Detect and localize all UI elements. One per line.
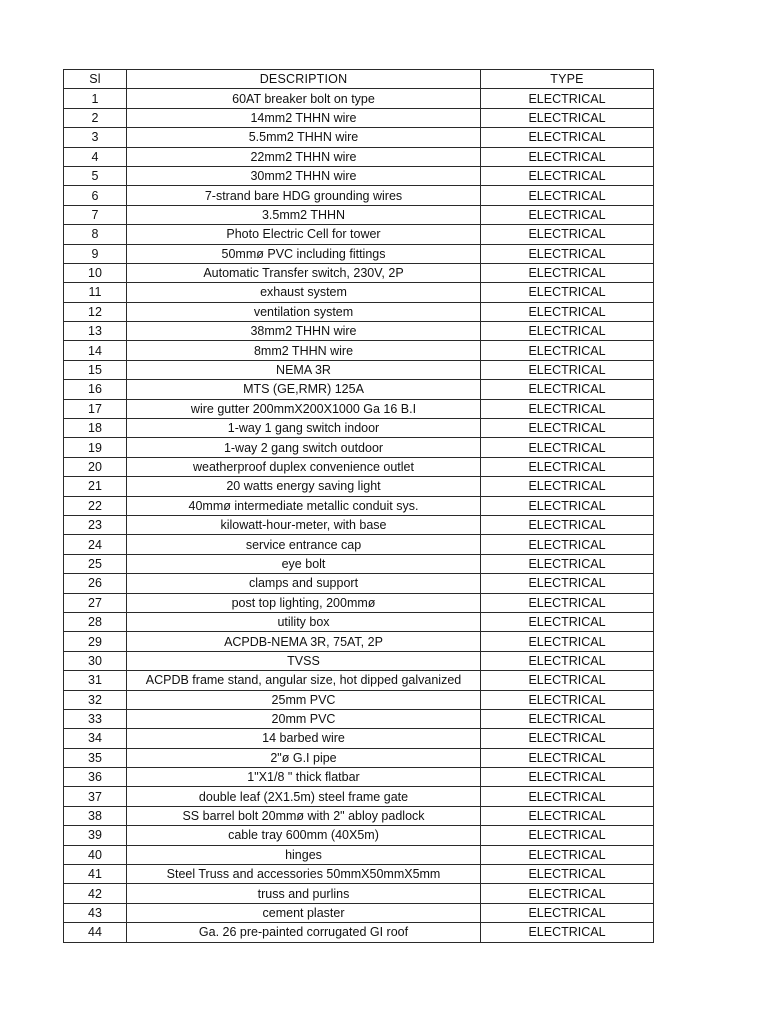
cell-sl: 4 <box>64 147 127 166</box>
cell-sl: 15 <box>64 360 127 379</box>
table-row <box>64 147 654 166</box>
cell-sl: 44 <box>64 923 127 942</box>
cell-description: 3.5mm2 THHN <box>127 205 481 224</box>
cell-description: ACPDB frame stand, angular size, hot dipped galvanized <box>127 671 481 690</box>
cell-sl: 8 <box>64 225 127 244</box>
cell-sl: 5 <box>64 166 127 185</box>
cell-sl: 39 <box>64 826 127 845</box>
cell-description: 50mmø PVC including fittings <box>127 244 481 263</box>
table-row <box>64 671 654 690</box>
cell-type: ELECTRICAL <box>481 108 654 127</box>
cell-sl: 9 <box>64 244 127 263</box>
cell-type: ELECTRICAL <box>481 884 654 903</box>
cell-type: ELECTRICAL <box>481 709 654 728</box>
cell-type: ELECTRICAL <box>481 496 654 515</box>
cell-type: ELECTRICAL <box>481 690 654 709</box>
table-header-row <box>64 70 654 89</box>
cell-sl: 34 <box>64 729 127 748</box>
cell-description: 8mm2 THHN wire <box>127 341 481 360</box>
table-row <box>64 419 654 438</box>
cell-description: MTS (GE,RMR) 125A <box>127 380 481 399</box>
cell-sl: 33 <box>64 709 127 728</box>
cell-sl: 42 <box>64 884 127 903</box>
cell-description: Photo Electric Cell for tower <box>127 225 481 244</box>
cell-description: TVSS <box>127 651 481 670</box>
cell-type: ELECTRICAL <box>481 554 654 573</box>
table-row <box>64 651 654 670</box>
table-row <box>64 865 654 884</box>
table-row <box>64 709 654 728</box>
cell-type: ELECTRICAL <box>481 845 654 864</box>
cell-description: Steel Truss and accessories 50mmX50mmX5mm <box>127 865 481 884</box>
cell-sl: 2 <box>64 108 127 127</box>
cell-sl: 18 <box>64 419 127 438</box>
table-row <box>64 612 654 631</box>
table-row <box>64 360 654 379</box>
table-row <box>64 729 654 748</box>
cell-sl: 21 <box>64 477 127 496</box>
cell-description: exhaust system <box>127 283 481 302</box>
cell-sl: 12 <box>64 302 127 321</box>
table-row <box>64 787 654 806</box>
cell-sl: 1 <box>64 89 127 108</box>
cell-type: ELECTRICAL <box>481 632 654 651</box>
cell-type: ELECTRICAL <box>481 263 654 282</box>
table-row <box>64 593 654 612</box>
cell-description: 22mm2 THHN wire <box>127 147 481 166</box>
cell-type: ELECTRICAL <box>481 477 654 496</box>
cell-description: kilowatt-hour-meter, with base <box>127 515 481 534</box>
cell-description: 2"ø G.I pipe <box>127 748 481 767</box>
table-row <box>64 166 654 185</box>
cell-description: truss and purlins <box>127 884 481 903</box>
cell-description: SS barrel bolt 20mmø with 2" abloy padlock <box>127 806 481 825</box>
cell-type: ELECTRICAL <box>481 128 654 147</box>
cell-type: ELECTRICAL <box>481 593 654 612</box>
cell-description: double leaf (2X1.5m) steel frame gate <box>127 787 481 806</box>
cell-type: ELECTRICAL <box>481 865 654 884</box>
cell-sl: 36 <box>64 768 127 787</box>
cell-sl: 14 <box>64 341 127 360</box>
cell-sl: 30 <box>64 651 127 670</box>
cell-description: ACPDB-NEMA 3R, 75AT, 2P <box>127 632 481 651</box>
header-type: TYPE <box>481 70 654 89</box>
cell-sl: 22 <box>64 496 127 515</box>
cell-type: ELECTRICAL <box>481 166 654 185</box>
table-row <box>64 438 654 457</box>
cell-description: 14 barbed wire <box>127 729 481 748</box>
cell-type: ELECTRICAL <box>481 225 654 244</box>
cell-type: ELECTRICAL <box>481 806 654 825</box>
table-row <box>64 399 654 418</box>
cell-type: ELECTRICAL <box>481 438 654 457</box>
cell-description: 1"X1/8 " thick flatbar <box>127 768 481 787</box>
cell-type: ELECTRICAL <box>481 322 654 341</box>
table-row <box>64 244 654 263</box>
cell-type: ELECTRICAL <box>481 826 654 845</box>
table-row <box>64 108 654 127</box>
cell-description: Automatic Transfer switch, 230V, 2P <box>127 263 481 282</box>
cell-type: ELECTRICAL <box>481 574 654 593</box>
cell-sl: 41 <box>64 865 127 884</box>
cell-sl: 43 <box>64 903 127 922</box>
table-row <box>64 457 654 476</box>
cell-type: ELECTRICAL <box>481 729 654 748</box>
cell-sl: 19 <box>64 438 127 457</box>
cell-sl: 23 <box>64 515 127 534</box>
cell-sl: 38 <box>64 806 127 825</box>
cell-sl: 31 <box>64 671 127 690</box>
table-row <box>64 283 654 302</box>
cell-sl: 25 <box>64 554 127 573</box>
table-row <box>64 923 654 942</box>
table-row <box>64 554 654 573</box>
cell-description: ventilation system <box>127 302 481 321</box>
cell-description: post top lighting, 200mmø <box>127 593 481 612</box>
cell-description: 14mm2 THHN wire <box>127 108 481 127</box>
table-row <box>64 826 654 845</box>
table-row <box>64 806 654 825</box>
cell-type: ELECTRICAL <box>481 515 654 534</box>
cell-description: hinges <box>127 845 481 864</box>
cell-type: ELECTRICAL <box>481 302 654 321</box>
table-row <box>64 903 654 922</box>
cell-sl: 32 <box>64 690 127 709</box>
cell-description: wire gutter 200mmX200X1000 Ga 16 B.I <box>127 399 481 418</box>
table-row <box>64 574 654 593</box>
cell-description: eye bolt <box>127 554 481 573</box>
cell-description: cable tray 600mm (40X5m) <box>127 826 481 845</box>
cell-type: ELECTRICAL <box>481 748 654 767</box>
table-row <box>64 322 654 341</box>
table-row <box>64 186 654 205</box>
cell-description: 1-way 2 gang switch outdoor <box>127 438 481 457</box>
table-row <box>64 884 654 903</box>
cell-sl: 24 <box>64 535 127 554</box>
cell-description: 30mm2 THHN wire <box>127 166 481 185</box>
table-row <box>64 341 654 360</box>
table-row <box>64 845 654 864</box>
table-row <box>64 477 654 496</box>
cell-type: ELECTRICAL <box>481 341 654 360</box>
cell-description: Ga. 26 pre-painted corrugated GI roof <box>127 923 481 942</box>
cell-type: ELECTRICAL <box>481 671 654 690</box>
cell-description: NEMA 3R <box>127 360 481 379</box>
cell-sl: 37 <box>64 787 127 806</box>
table-row <box>64 302 654 321</box>
cell-type: ELECTRICAL <box>481 283 654 302</box>
cell-type: ELECTRICAL <box>481 419 654 438</box>
cell-sl: 16 <box>64 380 127 399</box>
table-row <box>64 380 654 399</box>
cell-sl: 6 <box>64 186 127 205</box>
cell-description: weatherproof duplex convenience outlet <box>127 457 481 476</box>
table-row <box>64 535 654 554</box>
cell-description: 1-way 1 gang switch indoor <box>127 419 481 438</box>
cell-sl: 29 <box>64 632 127 651</box>
cell-description: 40mmø intermediate metallic conduit sys. <box>127 496 481 515</box>
cell-type: ELECTRICAL <box>481 360 654 379</box>
cell-sl: 20 <box>64 457 127 476</box>
cell-sl: 35 <box>64 748 127 767</box>
cell-type: ELECTRICAL <box>481 399 654 418</box>
cell-type: ELECTRICAL <box>481 612 654 631</box>
cell-sl: 17 <box>64 399 127 418</box>
cell-description: 20 watts energy saving light <box>127 477 481 496</box>
table-row <box>64 89 654 108</box>
cell-description: 7-strand bare HDG grounding wires <box>127 186 481 205</box>
cell-description: 5.5mm2 THHN wire <box>127 128 481 147</box>
cell-sl: 13 <box>64 322 127 341</box>
cell-type: ELECTRICAL <box>481 651 654 670</box>
table-row <box>64 632 654 651</box>
cell-type: ELECTRICAL <box>481 457 654 476</box>
cell-type: ELECTRICAL <box>481 787 654 806</box>
table-row <box>64 748 654 767</box>
cell-sl: 28 <box>64 612 127 631</box>
cell-description: cement plaster <box>127 903 481 922</box>
cell-description: 60AT breaker bolt on type <box>127 89 481 108</box>
cell-sl: 26 <box>64 574 127 593</box>
cell-sl: 7 <box>64 205 127 224</box>
cell-type: ELECTRICAL <box>481 903 654 922</box>
table-row <box>64 496 654 515</box>
cell-type: ELECTRICAL <box>481 768 654 787</box>
cell-description: utility box <box>127 612 481 631</box>
cell-type: ELECTRICAL <box>481 535 654 554</box>
table-row <box>64 263 654 282</box>
cell-type: ELECTRICAL <box>481 89 654 108</box>
table-row <box>64 515 654 534</box>
cell-description: 25mm PVC <box>127 690 481 709</box>
cell-sl: 3 <box>64 128 127 147</box>
table-row <box>64 225 654 244</box>
header-description: DESCRIPTION <box>127 70 481 89</box>
table-row <box>64 690 654 709</box>
cell-type: ELECTRICAL <box>481 147 654 166</box>
cell-sl: 40 <box>64 845 127 864</box>
cell-type: ELECTRICAL <box>481 186 654 205</box>
cell-sl: 10 <box>64 263 127 282</box>
cell-sl: 11 <box>64 283 127 302</box>
cell-description: clamps and support <box>127 574 481 593</box>
cell-type: ELECTRICAL <box>481 923 654 942</box>
cell-type: ELECTRICAL <box>481 205 654 224</box>
header-sl: Sl <box>64 70 127 89</box>
table-row <box>64 205 654 224</box>
table-row <box>64 768 654 787</box>
cell-type: ELECTRICAL <box>481 244 654 263</box>
table-row <box>64 128 654 147</box>
cell-description: 38mm2 THHN wire <box>127 322 481 341</box>
cell-description: service entrance cap <box>127 535 481 554</box>
cell-sl: 27 <box>64 593 127 612</box>
cell-type: ELECTRICAL <box>481 380 654 399</box>
cell-description: 20mm PVC <box>127 709 481 728</box>
items-table <box>63 69 654 943</box>
